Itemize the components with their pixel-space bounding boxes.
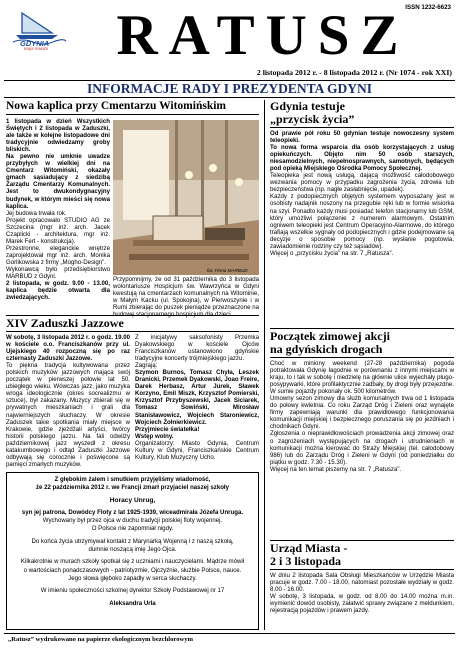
- jazz-lead: W sobotę, 3 listopada 2012 r. o godz. 19.00 w kościele o.o. Franciszkanów przy ul. Ujejskiego 40 rozpoczną się po raz czternasty Zaduszki Jazzowe.: [6, 334, 130, 363]
- chapel-interior-image: [113, 120, 259, 275]
- chapel-p3: Przestronne, eleganckie wnętrze zaprojektował mgr inż. arch. Monika Gorlikowska z firmy „Mogho-Design”.: [6, 244, 110, 266]
- teleopieka-headline-l1: Gdynia testuje: [270, 99, 345, 113]
- chapel-underline: [6, 114, 259, 115]
- winter-p2: Umowny sezon zimowy dla służb komunalnych trwa od 1 listopada do połowy kwietnia. Co roku Zarząd Dróg i Zieleni oraz wynajęte firmy zapewniają warunki dla prawidłowego funkcjonowania komunikacji miejskiej i bezpiecznego poruszania się po jezdniach i chodnikach Gdyni.: [270, 395, 454, 431]
- obituary-box: [6, 472, 259, 630]
- winter-p4: Więcej na ten temat piszemy na str. 7 „Ratusza”.: [270, 465, 402, 473]
- office-underline: [270, 569, 454, 570]
- chapel-body: [6, 118, 110, 301]
- jazz-headline: XIV Zaduszki Jazzowe: [6, 316, 124, 330]
- office-headline-l2: 2 i 3 listopada: [270, 553, 342, 568]
- chapel-lead2: Na pewno nie umknie uwadze przybyłych w wielkiej dni na Cmentarz Witomiński, okazały gmach sąsiadujący z siedzibą Zarządu Cmentarzy Komunalnych. Jest to dwukondygnacyjny budynek, w którym mieści się nowa kaplica.: [6, 153, 110, 210]
- chapel-p5: 2 listopada, w godz. 9.00 - 13.00, kaplica będzie otwarta dla zwiedzających.: [6, 280, 110, 302]
- jazz-p6: Wstęp wolny.: [135, 432, 174, 440]
- jazz-col1: [6, 334, 130, 468]
- winter-headline-l1: Początek zimowej akcji: [270, 329, 390, 343]
- obituary-l9: o wartościach ponadczasowych - patriotyzmie, Ojczyźnie, służbie Polsce, nauce.: [23, 566, 242, 574]
- office-p2: W sobotę, 3 listopada, w godz. od 8.00 do 14.00 można m.in. wymienić dowód osobisty, załatwić sprawy związane z meldunkiem, rejestracją pojazdów i prawem jazdy.: [270, 593, 454, 615]
- jazz-p4: Szymon Burnos, Tomasz Chyła, Leszek Dranicki, Przemek Dyakowski, Joao Freire, Darek Herbasz, Artur Jurek, Sławek Korzyno, Emil Miszk, Krzysztof Pomierski, Krzysztof Przybyszewski, Jacek Siciarek, Tomasz Sowiński, Mirosław Stanisławowicz, Wojciech Staroniewicz, Wojciech Żołnierkiewicz.: [135, 369, 259, 426]
- logo-text: GDYNIA: [20, 39, 50, 48]
- teleopieka-p1: To nowa forma wsparcia dla osób korzystających z usług opiekuńczych. Objęto nim 50 osób starszych, niesamodzielnych, niepełnosprawnych, samotnych, będących pod opieką Miejskiego Ośrodka Pomocy Społecznej.: [270, 144, 454, 173]
- chapel-p1: Jej budowa trwała rok.: [6, 209, 67, 217]
- city-logo: [8, 9, 68, 53]
- obituary-name: Horacy Unrug,: [109, 496, 156, 504]
- obituary-signature: Aleksandra Urla: [109, 599, 156, 607]
- jazz-p7: Organizatorzy: Miasto Gdynia, Centrum Kultury w Gdyni, Franciszkańskie Centrum Kultury, Klub Muzyczny Ucho.: [135, 439, 259, 461]
- obituary-l7: dumnie noszącą imię Jego Ojca.: [88, 546, 177, 554]
- chapel-p2: Projekt opracowało STUDIO AG ze Szczecina (mgr inż. arch. Jacek Czaplicki - architektura, mgr inż. Marek Fert - konstrukcja).: [6, 216, 110, 245]
- chapel-headline: Nowa kaplica przy Cmentarzu Witomińskim: [6, 100, 226, 112]
- teleopieka-p3: Każdy z podopiecznych objętych systemem wyposażany jest w osobisty nadajnik noszony na przegubie ręki lub w formie wisiorka na szyi. Ponadto każdy musi posiadać telefon stacjonarny lub GSM, który umożliwi połączenie z numerem alarmowym. Ostatnim ogniwem teleopieki jest Centrum Operacyjno-Alarmowe, do którego trafiają wszelkie sygnały od podopiecznych i gdzie podejmowane są decyzje o sposobie pomocy (np. wysłanie pogotowia, zawiadomienie rodziny czy też sąsiadów).: [270, 193, 454, 250]
- jazz-col2: [135, 334, 259, 461]
- obituary-l10: Jego słowa głęboko zapadły w serca słuchaczy.: [68, 574, 197, 582]
- teleopieka-headline: [270, 100, 354, 125]
- obituary-l1: Z głębokim żalem i smutkiem przyjęliśmy wiadomość,: [54, 476, 211, 483]
- office-p1: W dniu 2 listopada Sala Obsługi Mieszkańców w Urzędzie Miasta pracuje w godz. 7.00 - 18.00, natomiast pozostałe wydziały w godz. 8.00 - 16.00.: [270, 572, 454, 594]
- teleopieka-body: [270, 130, 454, 257]
- masthead-rule-bottom: [4, 97, 455, 98]
- winter-headline-l2: na gdyńskich drogach: [270, 341, 383, 356]
- office-body: [270, 572, 454, 614]
- chapel-caption: Przypomnijmy, że od 31 października do 3 listopada wolontariusze Hospicjum św. Wawrzyńca w Gdyni kwestują na cmentarzach komunalnych na Witominie, w Małym Kacku (ul. Spokojna), w Pierwoszynie i w Rumi zbierając do puszek pieniądze przeznaczone na: [113, 276, 259, 312]
- obituary-l2: że 22 października 2012 r. we Francji zmarł przyjaciel naszej szkoły: [35, 484, 230, 492]
- obituary-l11: W imieniu społeczności szkolnej dyrektor Szkoły Podstawowej nr 17: [40, 587, 225, 595]
- jazz-underline: [6, 331, 259, 332]
- masthead-title: RATUSZ: [116, 4, 410, 67]
- footer-text: „Ratusz” wydrukowano na papierze ekologicznym bezchlorowym: [8, 636, 194, 643]
- footer-rule: [4, 633, 455, 634]
- chapel-lead: 1 listopada w dzień Wszystkich Świętych i 2 listopada w Zaduszki, ale także w kolejne listopadowe dni tradycyjnie odwiedzamy groby bliskich.: [6, 118, 110, 154]
- winter-p1: Choć w miniony weekend (27-28 października) pogoda potraktowała Gdynię łagodnie w porównaniu z innymi miejscami w kraju, to i tak w sobotę i niedzielę na głównie ulice wyjechały pługo-posypywarki, które profilaktycznie zadbały, by drogi były przejezdne. W sumie pojazdy pokonały ok. 500 kilometrów.: [270, 360, 454, 396]
- jazz-p5: Przyjmiecie światełka!: [135, 425, 200, 433]
- column-divider: [264, 100, 265, 630]
- teleopieka-p2: Teleopieka jest nową usługą, dającą możliwość całodobowego wezwania pomocy w przypadku zagrożenia życia, zdrowia lub bezpieczeństwa (np. nagłe zasłabnięcie, upadek).: [270, 172, 454, 194]
- jazz-p1: To piękna tradycja kultywowana przez polskich muzyków jazzowych mająca swój początek w pierwszej połowie lat 50. ubiegłego wieku. Wówczas jazz, jako muzyka wroga ideologicznie (okres socrealizmu w sztuce), był zakazany. Muzycy zbierali się w prywatnych mieszkaniach i grali dla najwierniejszych słuchaczy. W okresie Zaduszek takie spotkania miały miejsce w Krakowie, gdzie zjeżdżali artyści, twórcy historii polskiego jazzu. Na fali odwilży październikowej jazz wyszedł z okresu katakumbowego i odtąd Zaduszki Jazzowe odbywają się corocznie i poświęcone są pamięci zmarłych muzyków.: [6, 362, 130, 468]
- winter-underline: [270, 357, 454, 358]
- obituary-l3: syn jej patrona, Dowódcy Floty z lat 1925-1939, wiceadmirała Józefa Unruga.: [21, 508, 244, 516]
- obituary-l5: O Polsce nie zapomniał nigdy.: [91, 525, 174, 533]
- office-headline: [270, 542, 347, 567]
- teleopieka-lead: Od prawie pół roku 50 gdynian testuje nowoczesny system teleopieki.: [270, 130, 454, 145]
- obituary-l8: Kilkakrotnie w murach szkoły spotkał się z uczniami i nauczycielami. Mądrze mówił: [20, 558, 245, 566]
- logo-tagline: moje miasto: [24, 47, 49, 52]
- issue-line: 2 listopada 2012 r. - 8 listopada 2012 r. (Nr 1074 - rok XXI): [256, 68, 452, 77]
- winter-body: [270, 360, 454, 473]
- winter-p3: Zgłoszenia o nieprawidłowościach prowadzenia akcji zimowej oraz o zagrożeniach występujących na drogach i utrudnieniach w komunikacji można kierować do Straży Miejskiej (tel. całodobowy 986) lub do Zarządu Dróg i Zieleni w Gdyni (od poniedziałku do piątku w godz. 7.30 - 15.30).: [270, 430, 454, 466]
- teleopieka-p4: Więcej o „przycisku życia” na str. 7 „Ratusza”.: [270, 249, 394, 257]
- chapel-p4: Wykonawcą było przedsiębiorstwo MARBUD z Gdyni.: [6, 265, 110, 281]
- obituary-l6: Do końca życia utrzymywał kontakt z Marynarką Wojenną i z naszą szkołą,: [31, 537, 234, 545]
- winter-headline: [270, 330, 390, 355]
- jazz-p3: Zagrają:: [135, 362, 158, 370]
- chapel-photo: [113, 120, 259, 275]
- photo-credit: fot. Firma MARBUD: [207, 268, 248, 273]
- obituary-l4: Wychowany był przez ojca w duchu tradycji polskiej floty wojennej.: [42, 517, 223, 525]
- office-headline-l1: Urząd Miasta -: [270, 541, 348, 555]
- issn: ISSN 1232-6623: [405, 4, 451, 11]
- section-banner: INFORMACJE RADY I PREZYDENTA GDYNI: [86, 81, 372, 96]
- jazz-p2: Z inicjatywy saksofonisty Przemka Dyakowskiego w kościele Ojców Franciszkanów ustanowiono gdyńskie tradycyjne koncerty trójmiejskiego jazzu.: [135, 334, 259, 363]
- teleopieka-headline-l2: „przycisk życia”: [270, 111, 355, 126]
- teleopieka-underline: [270, 127, 454, 128]
